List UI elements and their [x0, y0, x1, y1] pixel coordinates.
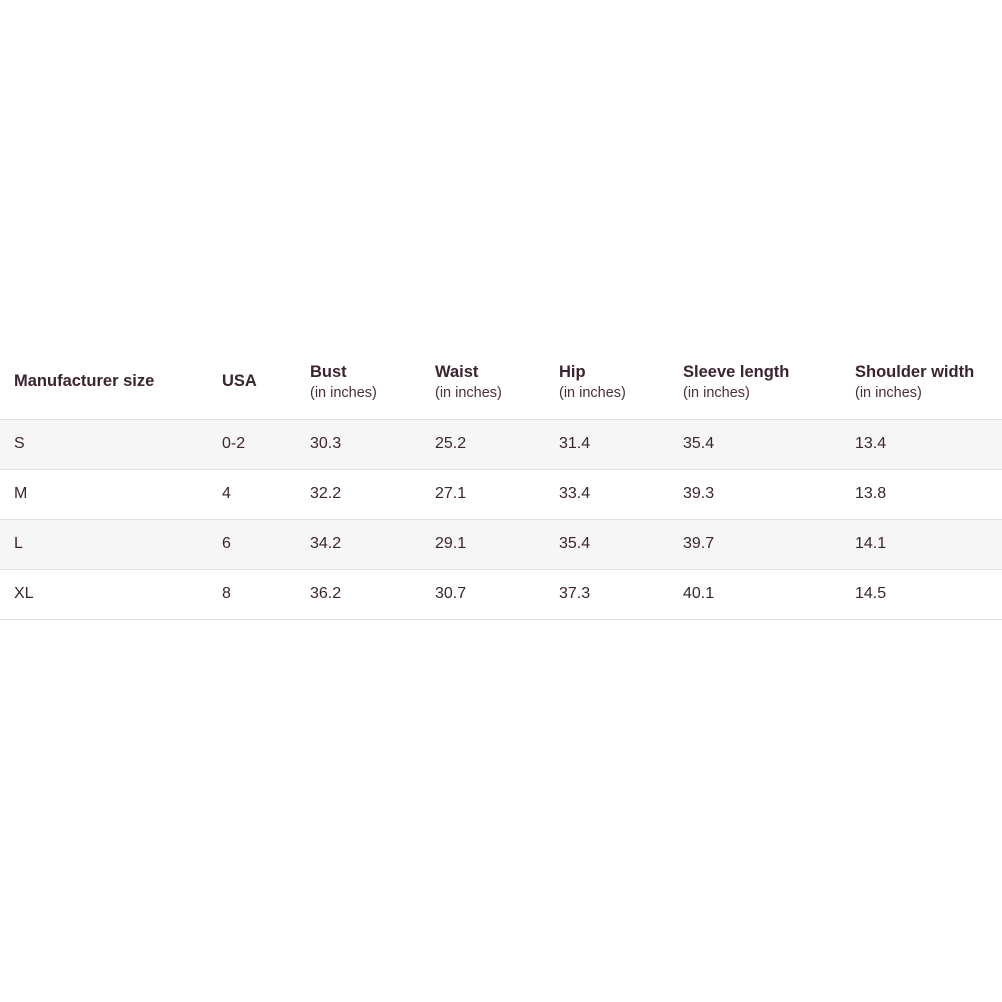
- cell-usa: 0-2: [208, 419, 296, 469]
- cell-bust: 32.2: [296, 469, 421, 519]
- column-header-unit: (in inches): [559, 384, 626, 401]
- column-header-sleeve-length: [669, 345, 841, 419]
- column-header-usa: [208, 345, 296, 419]
- cell-waist: 29.1: [421, 519, 545, 569]
- cell-shoulder-width: 13.8: [841, 469, 1002, 519]
- column-header-unit: (in inches): [435, 384, 502, 401]
- column-header-unit: (in inches): [855, 384, 922, 401]
- cell-shoulder-width: 13.4: [841, 419, 1002, 469]
- cell-size: M: [0, 469, 208, 519]
- column-header-label: USA: [222, 372, 257, 391]
- size-chart-table: [0, 345, 1002, 620]
- column-header-bust: [296, 345, 421, 419]
- cell-size: XL: [0, 569, 208, 619]
- column-header-label: Waist: [435, 362, 479, 381]
- cell-bust: 36.2: [296, 569, 421, 619]
- cell-usa: 6: [208, 519, 296, 569]
- table-row: [0, 419, 1002, 469]
- column-header-label: Sleeve length: [683, 362, 790, 381]
- cell-sleeve-length: 40.1: [669, 569, 841, 619]
- column-header-shoulder-width: [841, 345, 1002, 419]
- column-header-label: Manufacturer size: [14, 372, 155, 391]
- table-row: [0, 569, 1002, 619]
- table-row: [0, 469, 1002, 519]
- cell-hip: 31.4: [545, 419, 669, 469]
- column-header-unit: (in inches): [310, 384, 377, 401]
- column-header-label: Hip: [559, 362, 586, 381]
- cell-usa: 4: [208, 469, 296, 519]
- column-header-unit: (in inches): [683, 384, 750, 401]
- column-header-waist: [421, 345, 545, 419]
- cell-waist: 25.2: [421, 419, 545, 469]
- cell-size: S: [0, 419, 208, 469]
- cell-shoulder-width: 14.5: [841, 569, 1002, 619]
- cell-hip: 37.3: [545, 569, 669, 619]
- cell-size: L: [0, 519, 208, 569]
- size-chart-container: [0, 345, 1002, 620]
- table-row: [0, 519, 1002, 569]
- cell-shoulder-width: 14.1: [841, 519, 1002, 569]
- cell-hip: 35.4: [545, 519, 669, 569]
- column-header-label: Shoulder width: [855, 362, 975, 381]
- column-header-hip: [545, 345, 669, 419]
- column-header-label: Bust: [310, 362, 347, 381]
- cell-waist: 30.7: [421, 569, 545, 619]
- cell-sleeve-length: 39.3: [669, 469, 841, 519]
- cell-bust: 34.2: [296, 519, 421, 569]
- cell-sleeve-length: 35.4: [669, 419, 841, 469]
- cell-sleeve-length: 39.7: [669, 519, 841, 569]
- table-body: [0, 419, 1002, 619]
- cell-hip: 33.4: [545, 469, 669, 519]
- cell-bust: 30.3: [296, 419, 421, 469]
- table-header: [0, 345, 1002, 419]
- table-header-row: [0, 345, 1002, 419]
- column-header-manufacturer-size: [0, 345, 208, 419]
- cell-waist: 27.1: [421, 469, 545, 519]
- cell-usa: 8: [208, 569, 296, 619]
